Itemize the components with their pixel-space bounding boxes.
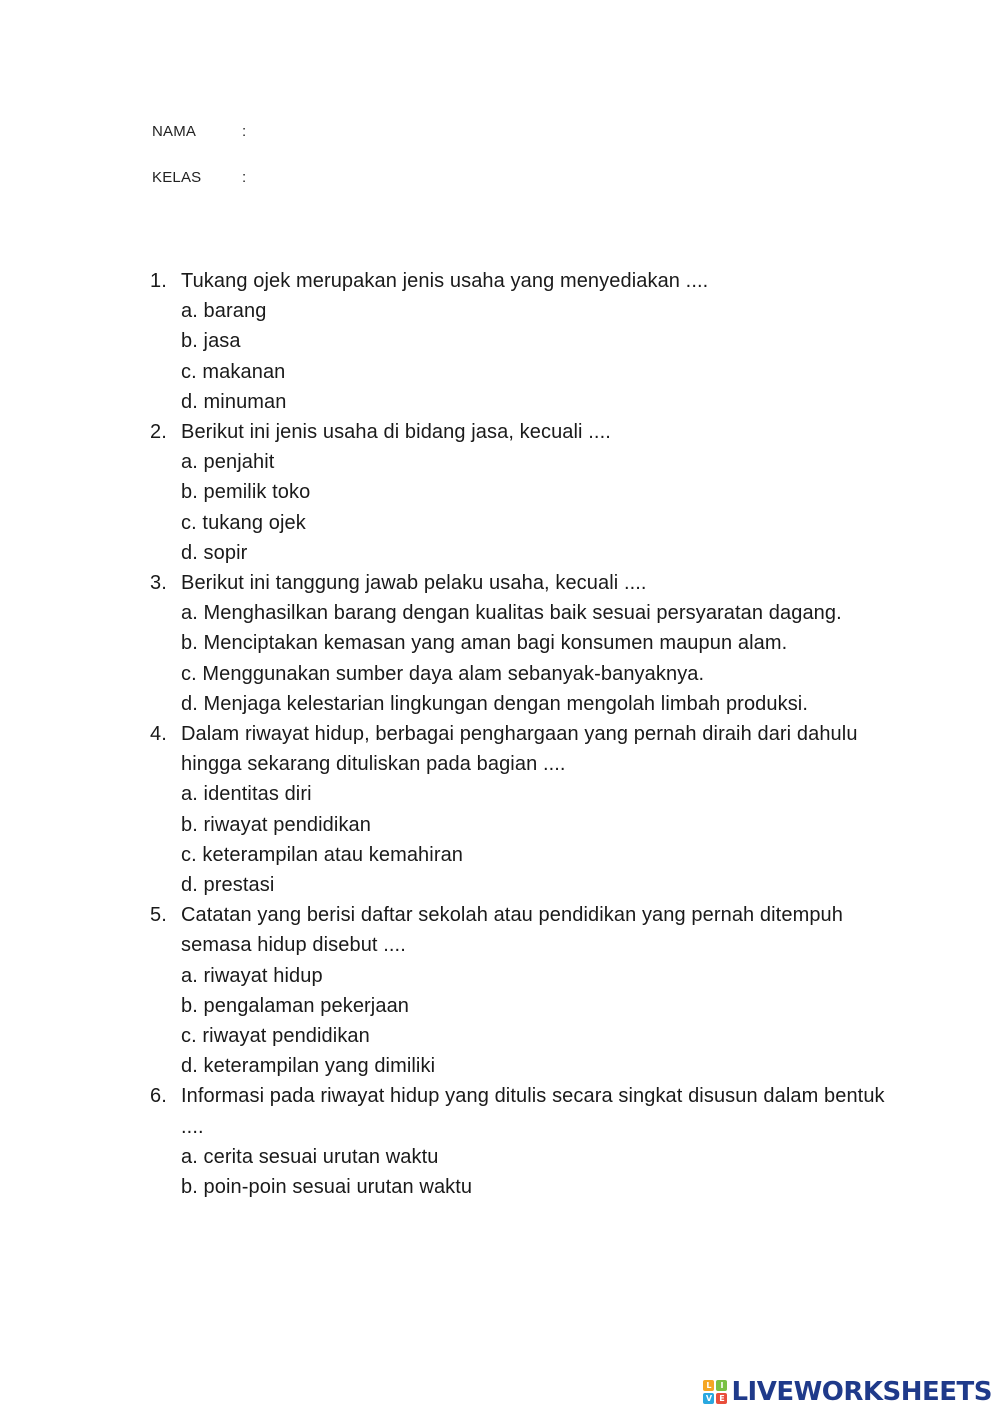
- question-3: [150, 568, 890, 719]
- answer-option: a. barang: [181, 300, 267, 323]
- question-text: Berikut ini tanggung jawab pelaku usaha, kecuali ....: [181, 572, 647, 595]
- question-number: 3.: [150, 572, 167, 595]
- answer-option: b. riwayat pendidikan: [181, 813, 371, 836]
- answer-option: d. Menjaga kelestarian lingkungan dengan mengolah limbah produksi.: [181, 692, 809, 715]
- question-body: [181, 1081, 890, 1202]
- name-row: [152, 120, 262, 166]
- question-text: Tukang ojek merupakan jenis usaha yang menyediakan ....: [181, 270, 709, 292]
- student-info-header: [152, 120, 262, 212]
- answer-option: b. Menciptakan kemasan yang aman bagi konsumen maupun alam.: [181, 632, 788, 655]
- answer-option: a. identitas diri: [181, 783, 312, 806]
- question-list: [150, 266, 890, 1202]
- question-5: [150, 900, 890, 1081]
- answer-option: a. cerita sesuai urutan waktu: [181, 1145, 439, 1168]
- question-1: [150, 266, 890, 417]
- question-text: Catatan yang berisi daftar sekolah atau pendidikan yang pernah ditempuh semasa hidup disebut ....: [181, 904, 843, 957]
- question-number: 5.: [150, 904, 167, 927]
- question-body: [181, 568, 890, 719]
- answer-option: b. pemilik toko: [181, 481, 311, 504]
- question-body: [181, 417, 890, 568]
- question-2: [150, 417, 890, 568]
- answer-option: d. sopir: [181, 541, 248, 564]
- answer-option: d. minuman: [181, 390, 287, 413]
- class-row: [152, 166, 262, 212]
- question-text: Dalam riwayat hidup, berbagai penghargaan yang pernah diraih dari dahulu hingga sekarang dituliskan pada bagian ....: [181, 723, 858, 776]
- answer-option: b. pengalaman pekerjaan: [181, 994, 410, 1017]
- class-colon: :: [242, 169, 247, 186]
- question-4: [150, 719, 890, 900]
- name-colon: :: [242, 123, 247, 140]
- question-number: 2.: [150, 421, 167, 444]
- answer-option: a. riwayat hidup: [181, 964, 323, 987]
- question-text: Informasi pada riwayat hidup yang ditulis secara singkat disusun dalam bentuk ....: [181, 1085, 885, 1138]
- question-body: [181, 900, 890, 1081]
- answer-option: b. poin-poin sesuai urutan waktu: [181, 1176, 473, 1199]
- answer-option: d. prestasi: [181, 874, 275, 897]
- answer-option: c. Menggunakan sumber daya alam sebanyak-banyaknya.: [181, 662, 705, 685]
- name-label: NAMA: [152, 123, 197, 140]
- question-number: 6.: [150, 1085, 167, 1108]
- liveworksheets-logo-icon: [703, 1380, 727, 1404]
- question-number: 4.: [150, 723, 167, 746]
- answer-option: c. keterampilan atau kemahiran: [181, 843, 464, 866]
- logo-tile-l: L: [703, 1380, 714, 1391]
- question-body: [181, 266, 890, 417]
- question-number: 1.: [150, 270, 167, 292]
- answer-option: c. makanan: [181, 360, 286, 383]
- liveworksheets-logo: [703, 1377, 992, 1407]
- answer-option: c. riwayat pendidikan: [181, 1025, 370, 1048]
- answer-option: a. Menghasilkan barang dengan kualitas baik sesuai persyaratan dagang.: [181, 602, 842, 625]
- logo-text: LIVEWORKSHEETS: [731, 1377, 992, 1407]
- answer-option: a. penjahit: [181, 451, 275, 474]
- answer-option: d. keterampilan yang dimiliki: [181, 1055, 436, 1078]
- logo-tile-i: I: [716, 1380, 727, 1391]
- question-body: [181, 719, 890, 900]
- question-text: Berikut ini jenis usaha di bidang jasa, kecuali ....: [181, 421, 611, 444]
- question-6: [150, 1081, 890, 1202]
- answer-option: b. jasa: [181, 330, 241, 353]
- class-label: KELAS: [152, 169, 202, 186]
- logo-tile-v: V: [703, 1393, 714, 1404]
- logo-tile-e: E: [716, 1393, 727, 1404]
- answer-option: c. tukang ojek: [181, 511, 306, 534]
